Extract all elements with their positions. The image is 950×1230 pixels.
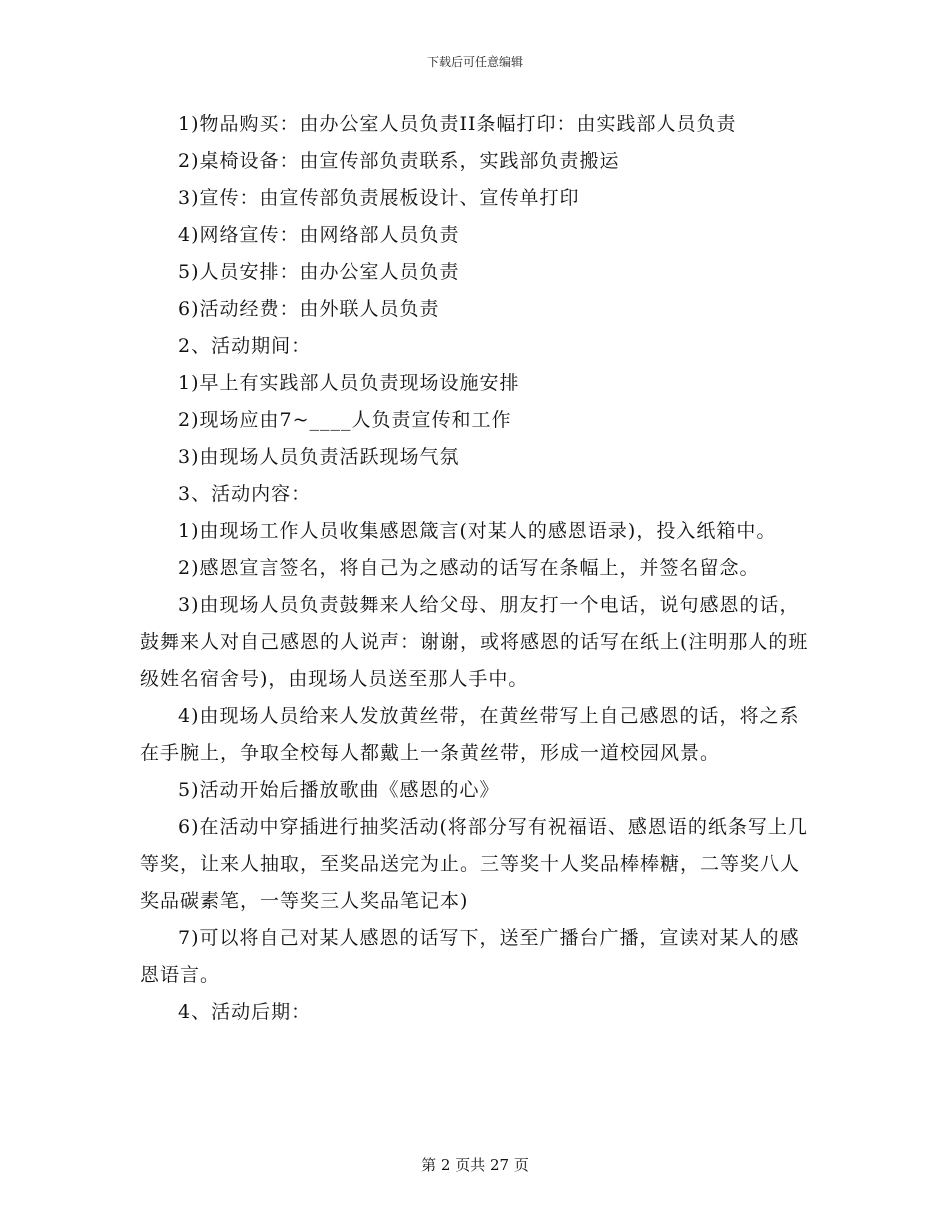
list-item: 6)在活动中穿插进行抽奖活动(将部分写有祝福语、感恩语的纸条写上几等奖，让来人抽取，至奖品送完为止。三等奖十人奖品棒棒糖，二等奖八人奖品碳素笔，一等奖三人奖品笔记本) xyxy=(140,816,808,912)
page-header: 下载后可任意编辑 xyxy=(426,55,523,69)
list-item: 5)活动开始后播放歌曲《感恩的心》 xyxy=(178,779,500,801)
list-item: 3)由现场人员负责鼓舞来人给父母、朋友打一个电话，说句感恩的话，鼓舞来人对自己感恩的人说声：谢谢，或将感恩的话写在纸上(注明那人的班级姓名宿舍号)，由现场人员送至那人手中。 xyxy=(140,594,809,690)
list-item: 1)早上有实践部人员负责现场设施安排 xyxy=(178,372,520,394)
list-item: 1)物品购买：由办公室人员负责II条幅打印：由实践部人员负责 xyxy=(178,113,737,135)
list-item: 3)由现场人员负责活跃现场气氛 xyxy=(178,446,460,468)
list-item: 2)现场应由7~____人负责宣传和工作 xyxy=(178,409,512,431)
list-item: 1)由现场工作人员收集感恩箴言(对某人的感恩语录)，投入纸箱中。 xyxy=(178,520,777,542)
document-body xyxy=(140,106,810,1031)
list-item: 3)宣传：由宣传部负责展板设计、宣传单打印 xyxy=(178,187,580,209)
list-item: 6)活动经费：由外联人员负责 xyxy=(178,298,440,320)
section-heading: 2、活动期间： xyxy=(178,335,312,357)
section-heading: 3、活动内容： xyxy=(178,483,312,505)
list-item: 4)网络宣传：由网络部人员负责 xyxy=(178,224,460,246)
list-item: 2)桌椅设备：由宣传部负责联系，实践部负责搬运 xyxy=(178,150,620,172)
list-item: 2)感恩宣言签名，将自己为之感动的话写在条幅上，并签名留念。 xyxy=(178,557,760,579)
list-item: 5)人员安排：由办公室人员负责 xyxy=(178,261,460,283)
list-item: 7)可以将自己对某人感恩的话写下，送至广播台广播，宣读对某人的感恩语言。 xyxy=(140,927,800,986)
page-footer: 第 2 页共 27 页 xyxy=(421,1156,529,1174)
section-heading: 4、活动后期： xyxy=(178,1001,312,1023)
list-item: 4)由现场人员给来人发放黄丝带，在黄丝带写上自己感恩的话，将之系在手腕上，争取全校每人都戴上一条黄丝带，形成一道校园风景。 xyxy=(140,705,800,764)
